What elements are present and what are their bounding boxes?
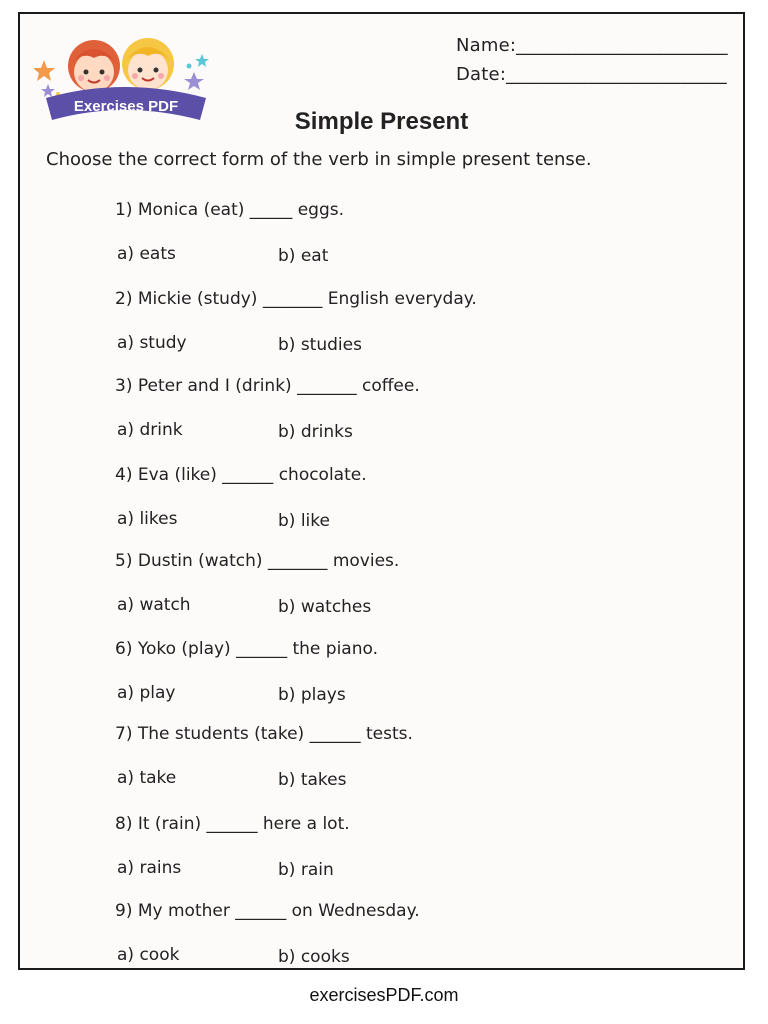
question-4: 4) Eva (like) ______ chocolate.	[115, 465, 367, 485]
question-2-option-b: b) studies	[278, 335, 362, 355]
worksheet	[18, 12, 745, 970]
question-6: 6) Yoko (play) ______ the piano.	[115, 639, 379, 659]
question-1-option-a: a) eats	[117, 244, 176, 264]
question-3-option-a: a) drink	[117, 420, 183, 440]
question-2: 2) Mickie (study) _______ English everyday.	[115, 289, 477, 309]
question-5-option-b: b) watches	[278, 597, 372, 617]
question-8-option-a: a) rains	[117, 858, 182, 878]
question-1: 1) Monica (eat) _____ eggs.	[115, 200, 345, 220]
question-9: 9) My mother ______ on Wednesday.	[115, 901, 420, 921]
question-7: 7) The students (take) ______ tests.	[115, 724, 413, 744]
question-2-option-a: a) study	[117, 333, 187, 353]
name-field-label: Name:_______________________	[456, 35, 728, 56]
question-7-option-b: b) takes	[278, 770, 347, 790]
question-4-option-a: a) likes	[117, 509, 178, 529]
question-1-option-b: b) eat	[278, 246, 329, 266]
date-field-label: Date:________________________	[456, 64, 727, 85]
svg-text:Exercises PDF: Exercises PDF	[73, 98, 179, 115]
question-7-option-a: a) take	[117, 768, 177, 788]
page-title: Simple Present	[294, 108, 469, 135]
question-4-option-b: b) like	[278, 511, 330, 531]
question-9-option-b: b) cooks	[278, 947, 350, 967]
question-8: 8) It (rain) ______ here a lot.	[115, 814, 350, 834]
question-3: 3) Peter and I (drink) _______ coffee.	[115, 376, 420, 396]
question-8-option-b: b) rain	[278, 860, 334, 880]
question-6-option-a: a) play	[117, 683, 176, 703]
question-9-option-a: a) cook	[117, 945, 180, 965]
question-5-option-a: a) watch	[117, 595, 191, 615]
question-6-option-b: b) plays	[278, 685, 346, 705]
question-5: 5) Dustin (watch) _______ movies.	[115, 551, 400, 571]
instructions: Choose the correct form of the verb in simple present tense.	[46, 149, 592, 170]
footer-site-link[interactable]: exercisesPDF.com	[309, 985, 459, 1005]
question-3-option-b: b) drinks	[278, 422, 353, 442]
